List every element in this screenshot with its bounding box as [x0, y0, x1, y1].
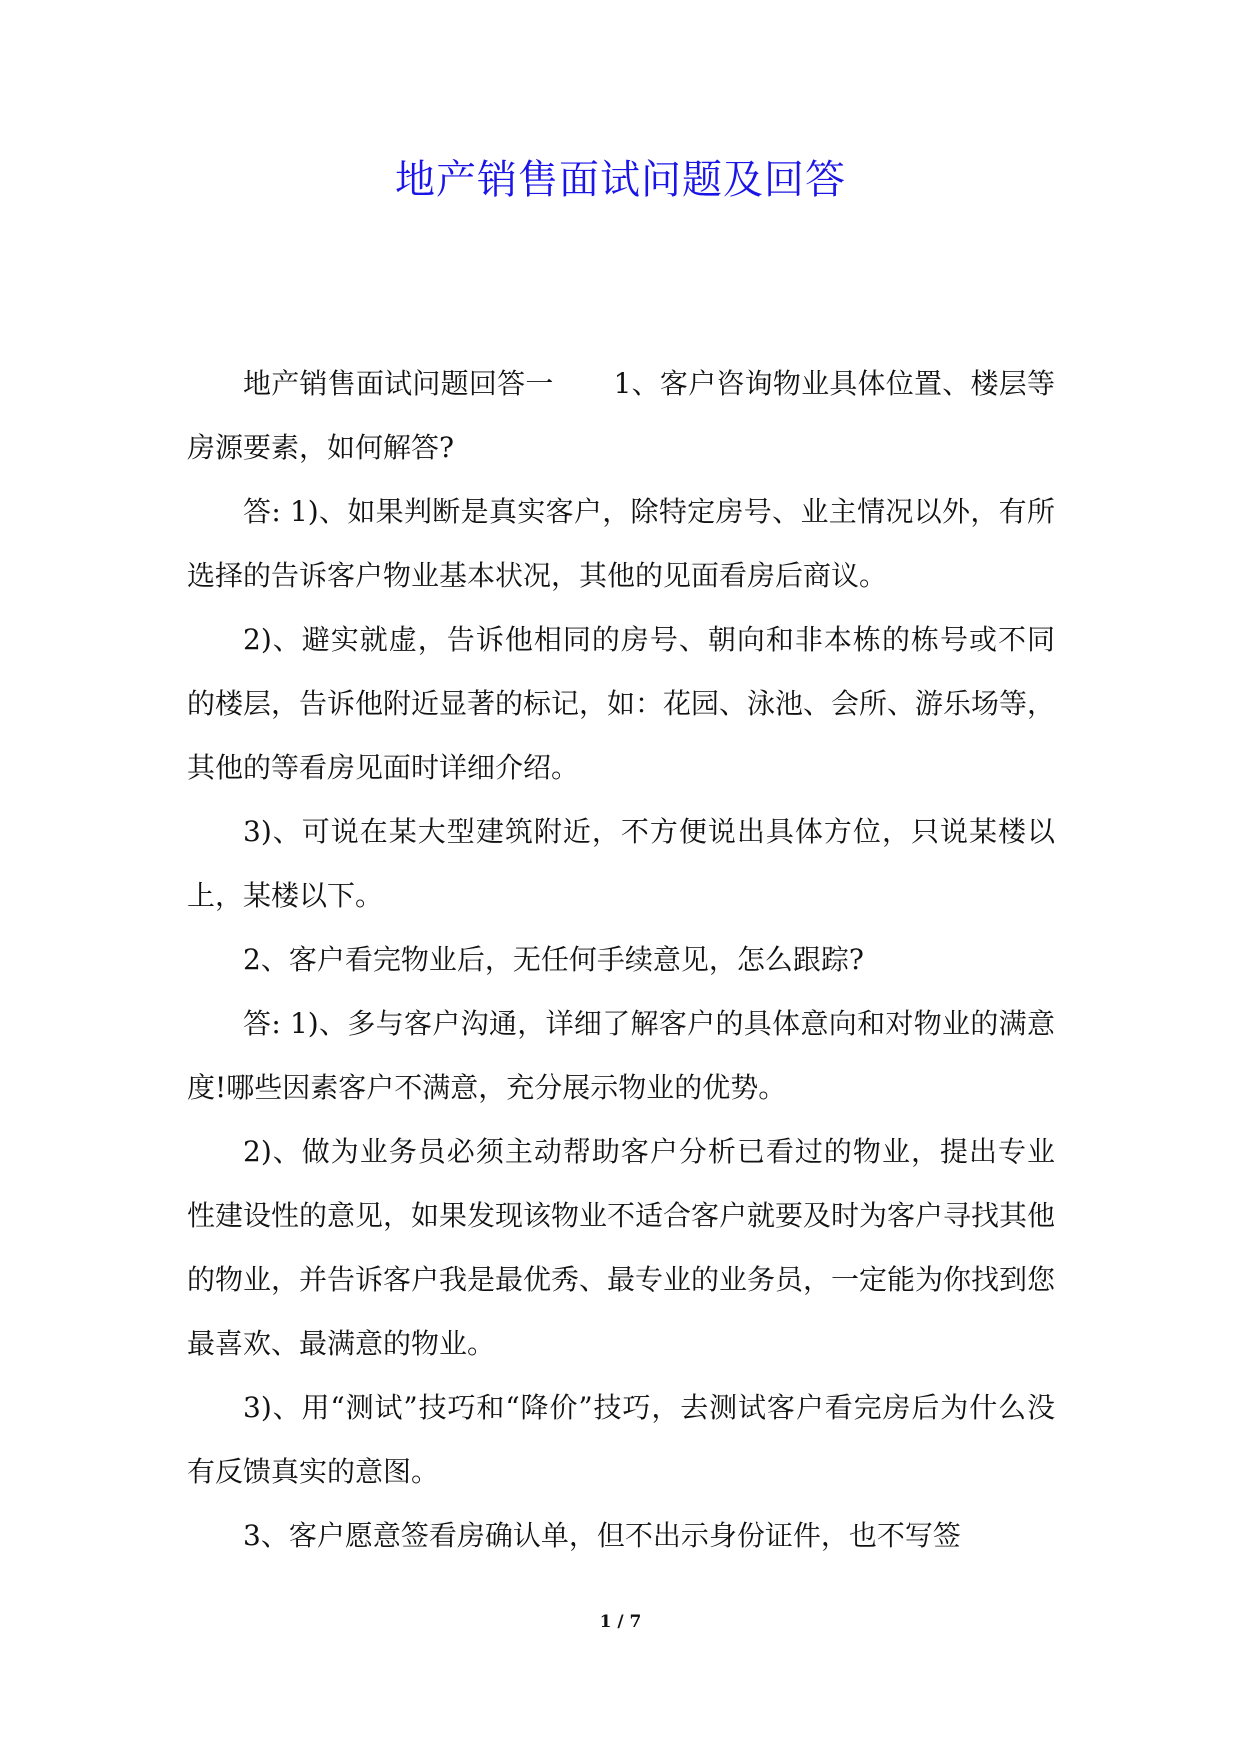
intro-paragraph [187, 352, 1055, 480]
document-title: 地产销售面试问题及回答 [395, 157, 846, 203]
paragraph: 3)、用“测试”技巧和“降价”技巧，去测试客户看完房后为什么没有反馈真实的意图。 [187, 1391, 1055, 1488]
paragraph: 答: 1)、如果判断是真实客户，除特定房号、业主情况以外，有所选择的告诉客户物业基本状况，其他的见面看房后商议。 [187, 495, 1055, 592]
paragraph: 3)、可说在某大型建筑附近，不方便说出具体方位，只说某楼以上，某楼以下。 [187, 815, 1055, 912]
page-number: 1 / 7 [599, 1612, 642, 1632]
paragraph: 2)、做为业务员必须主动帮助客户分析已看过的物业，提出专业性建设性的意见，如果发现该物业不适合客户就要及时为客户寻找其他的物业，并告诉客户我是最优秀、最专业的业务员，一定能为你找到您最喜欢、最满意的物业。 [187, 1135, 1056, 1360]
intro-text: 1、客户咨询物业具体位置、楼层等房源要素，如何解答? [187, 367, 1055, 464]
document-body [187, 352, 1055, 1568]
intro-heading: 地产销售面试问题回答一 [243, 367, 554, 400]
paragraph: 答: 1)、多与客户沟通，详细了解客户的具体意向和对物业的满意度!哪些因素客户不满意，充分展示物业的优势。 [187, 1007, 1055, 1104]
paragraph: 2)、避实就虚，告诉他相同的房号、朝向和非本栋的栋号或不同的楼层，告诉他附近显著的标记，如：花园、泳池、会所、游乐场等，其他的等看房见面时详细介绍。 [187, 623, 1056, 784]
paragraph: 3、客户愿意签看房确认单，但不出示身份证件，也不写签 [243, 1519, 961, 1552]
paragraph: 2、客户看完物业后，无任何手续意见，怎么跟踪? [243, 943, 864, 976]
